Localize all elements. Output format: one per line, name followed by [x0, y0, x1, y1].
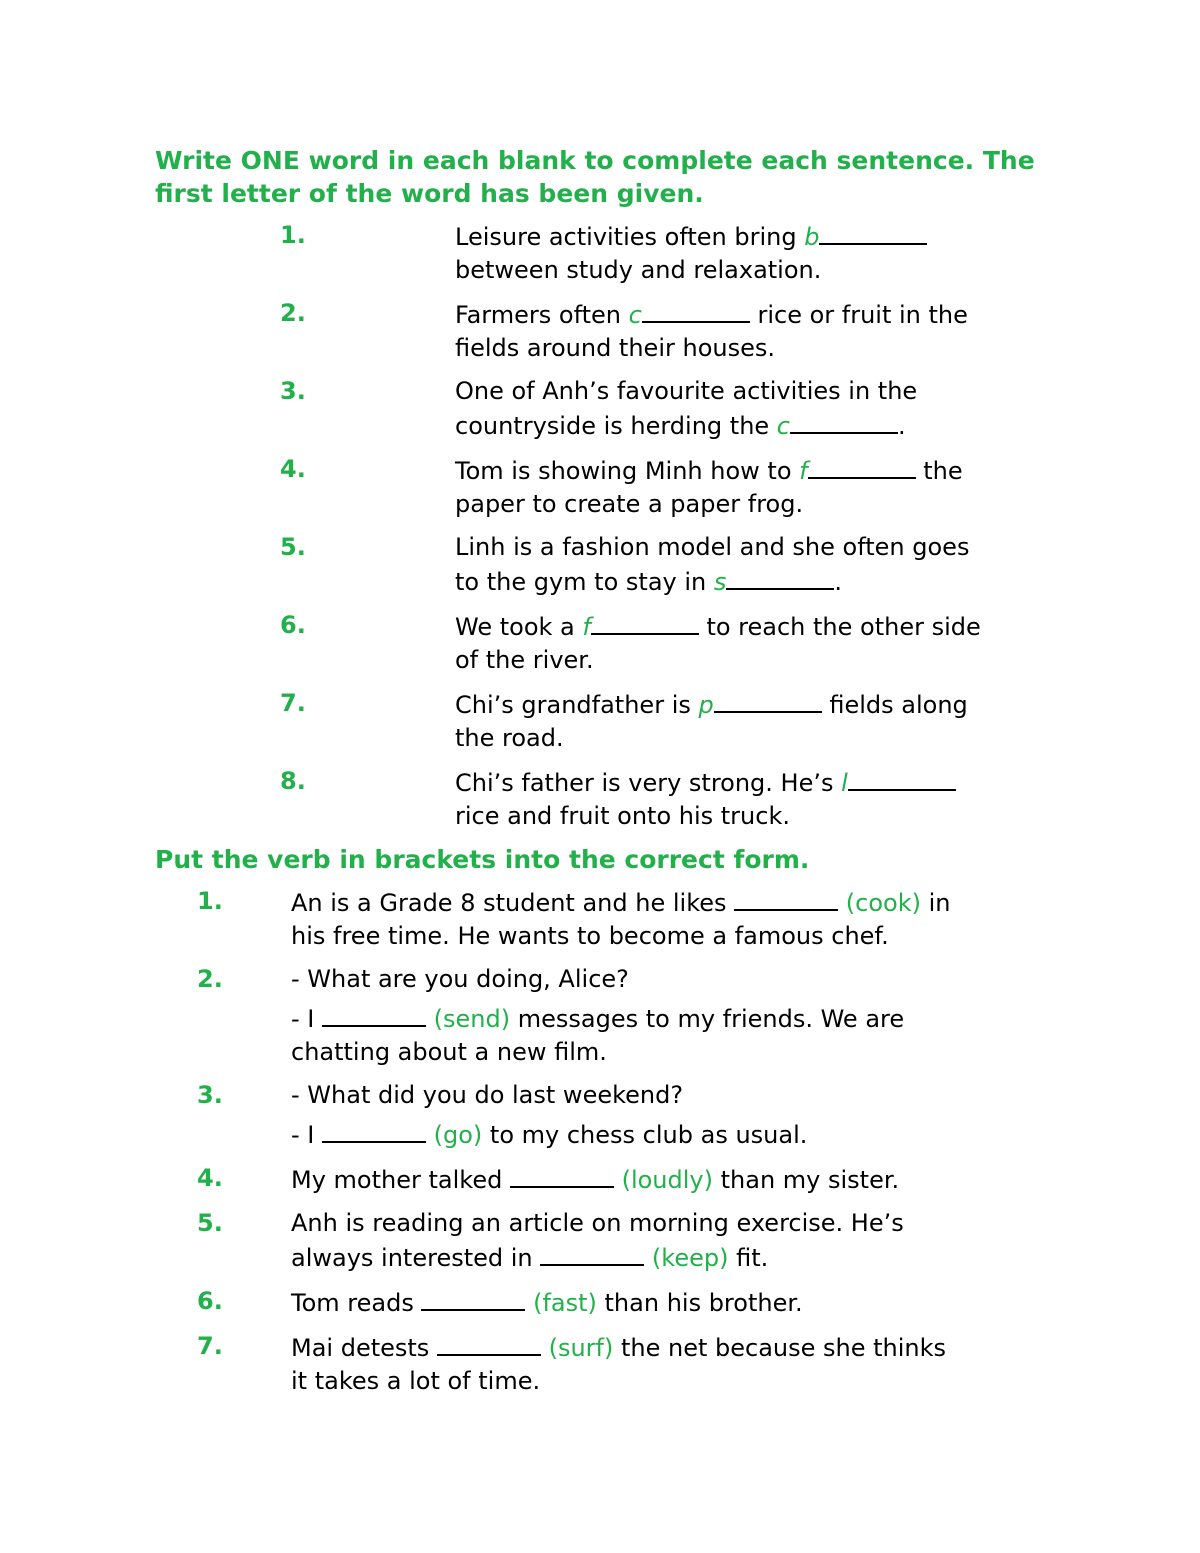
item-number: 5.	[197, 1209, 223, 1237]
text-before: Tom reads	[291, 1289, 422, 1317]
exercise1-item	[155, 531, 1055, 599]
question-line: - What are you doing, Alice?	[291, 965, 629, 993]
text-after: in	[920, 889, 951, 917]
text-before: Chi’s grandfather is	[455, 691, 699, 719]
text-line2: between study and relaxation.	[455, 256, 822, 284]
text-after: to my chess club as usual.	[482, 1121, 808, 1149]
verb-hint: (cook)	[845, 889, 921, 917]
first-letter-hint: f	[799, 457, 808, 485]
text-line1: Linh is a fashion model and she often goes	[455, 533, 970, 561]
answer-blank[interactable]	[421, 1285, 525, 1311]
item-number: 8.	[280, 767, 306, 795]
item-text	[291, 1162, 1055, 1197]
text-after: to reach the other side	[698, 613, 981, 641]
item-number: 5.	[280, 533, 306, 561]
item-number: 1.	[197, 887, 223, 915]
item-text	[455, 219, 1055, 287]
item-text	[291, 1079, 1055, 1152]
text-line2: the road.	[455, 724, 564, 752]
item-number: 4.	[280, 455, 306, 483]
item-text	[291, 885, 1055, 953]
text-line2: it takes a lot of time.	[291, 1367, 541, 1395]
text-before: Chi’s father is very strong. He’s	[455, 769, 842, 797]
item-number: 4.	[197, 1164, 223, 1192]
section2-title: Put the verb in brackets into the correct form.	[155, 845, 810, 874]
text-line1: Anh is reading an article on morning exercise. He’s	[291, 1209, 904, 1237]
answer-blank[interactable]	[510, 1162, 614, 1188]
exercise2-item	[155, 963, 1055, 1069]
text-before: - I	[291, 1005, 322, 1033]
item-text	[455, 609, 1055, 677]
exercise2-item	[155, 885, 1055, 953]
text-line2: of the river.	[455, 646, 594, 674]
answer-blank[interactable]	[726, 564, 834, 590]
item-number: 2.	[280, 299, 306, 327]
text-line2: chatting about a new film.	[291, 1038, 607, 1066]
first-letter-hint: p	[698, 691, 714, 719]
question-line: - What did you do last weekend?	[291, 1081, 684, 1109]
text-line2: paper to create a paper frog.	[455, 490, 804, 518]
first-letter-hint: b	[804, 223, 820, 251]
item-number: 6.	[197, 1287, 223, 1315]
item-number: 7.	[280, 689, 306, 717]
item-number: 6.	[280, 611, 306, 639]
text-before: My mother talked	[291, 1166, 510, 1194]
item-text	[455, 531, 1055, 599]
verb-hint: (keep)	[651, 1244, 729, 1272]
answer-blank[interactable]	[819, 219, 927, 245]
text-after: .	[898, 412, 906, 440]
exercise2-item	[155, 1285, 1055, 1320]
exercise1-item	[155, 297, 1055, 365]
text-after: the net because she thinks	[613, 1334, 947, 1362]
worksheet	[155, 144, 1055, 1408]
answer-blank[interactable]	[808, 453, 916, 479]
item-number: 7.	[197, 1332, 223, 1360]
text-after: fit.	[728, 1244, 769, 1272]
text-before: Leisure activities often bring	[455, 223, 805, 251]
text-before: We took a	[455, 613, 583, 641]
text-before: An is a Grade 8 student and he likes	[291, 889, 735, 917]
answer-blank[interactable]	[734, 885, 838, 911]
text-after: .	[834, 568, 843, 596]
first-letter-hint: f	[582, 613, 591, 641]
text-before: Farmers often	[455, 301, 629, 329]
verb-hint: (fast)	[533, 1289, 597, 1317]
verb-hint: (surf)	[548, 1334, 614, 1362]
item-text	[455, 375, 1055, 443]
text-before: always interested in	[291, 1244, 541, 1272]
answer-blank[interactable]	[642, 297, 750, 323]
first-letter-hint: s	[713, 568, 727, 596]
first-letter-hint: c	[628, 301, 642, 329]
text-line2: his free time. He wants to become a famous chef.	[291, 922, 889, 950]
answer-blank[interactable]	[540, 1240, 644, 1266]
exercise1-item	[155, 453, 1055, 521]
exercise1-item	[155, 219, 1055, 287]
item-text	[455, 453, 1055, 521]
exercise2-item	[155, 1330, 1055, 1398]
text-after: messages to my friends. We are	[510, 1005, 905, 1033]
text-after: rice or fruit in the	[749, 301, 968, 329]
item-text	[291, 1285, 1055, 1320]
answer-blank[interactable]	[848, 765, 956, 791]
item-text	[291, 1330, 1055, 1398]
verb-hint: (loudly)	[621, 1166, 713, 1194]
item-number: 1.	[280, 221, 306, 249]
exercise2-item	[155, 1162, 1055, 1197]
text-after: the	[915, 457, 963, 485]
text-before: Tom is showing Minh how to	[455, 457, 800, 485]
item-number: 2.	[197, 965, 223, 993]
item-text	[455, 765, 1055, 833]
first-letter-hint: l	[841, 769, 848, 797]
exercise2-item	[155, 1079, 1055, 1152]
text-after: than my sister.	[713, 1166, 900, 1194]
answer-blank[interactable]	[322, 1117, 426, 1143]
answer-blank[interactable]	[714, 687, 822, 713]
verb-hint: (go)	[433, 1121, 483, 1149]
exercise1-item	[155, 375, 1055, 443]
text-line2: fields around their houses.	[455, 334, 775, 362]
exercise1-item	[155, 609, 1055, 677]
item-text	[291, 963, 1055, 1069]
text-before: to the gym to stay in	[455, 568, 714, 596]
item-text	[455, 297, 1055, 365]
answer-blank[interactable]	[322, 1001, 426, 1027]
text-before: countryside is herding the	[455, 412, 777, 440]
item-number: 3.	[280, 377, 306, 405]
exercise2-item	[155, 1207, 1055, 1275]
text-before: - I	[291, 1121, 322, 1149]
item-number: 3.	[197, 1081, 223, 1109]
verb-hint: (send)	[433, 1005, 511, 1033]
exercise1-item	[155, 765, 1055, 833]
exercise1-item	[155, 687, 1055, 755]
text-after: fields along	[821, 691, 968, 719]
answer-blank[interactable]	[437, 1330, 541, 1356]
item-text	[455, 687, 1055, 755]
answer-blank[interactable]	[790, 408, 898, 434]
first-letter-hint: c	[776, 412, 790, 440]
text-after: than his brother.	[596, 1289, 803, 1317]
section1-title: Write ONE word in each blank to complete each sentence. The first letter of the word has been given.	[155, 146, 1035, 208]
text-line1: One of Anh’s favourite activities in the	[455, 377, 918, 405]
text-line2: rice and fruit onto his truck.	[455, 802, 790, 830]
item-text	[291, 1207, 1055, 1275]
answer-blank[interactable]	[591, 609, 699, 635]
text-before: Mai detests	[291, 1334, 437, 1362]
